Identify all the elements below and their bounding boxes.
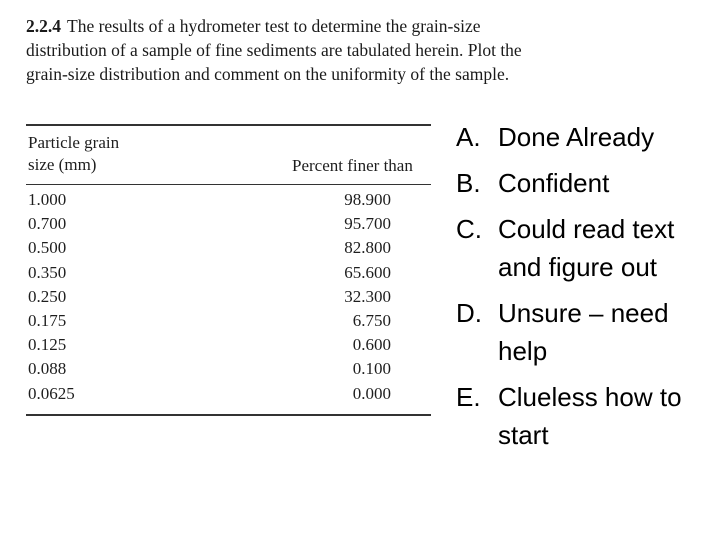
option-d[interactable] <box>456 294 716 370</box>
table-row <box>26 212 391 236</box>
option-text: Clueless how to start <box>498 382 682 450</box>
option-b[interactable] <box>456 164 716 202</box>
header-particle-size <box>28 132 119 176</box>
problem-text: The results of a hydrometer test to determine the grain-size distribution of a sample of fine sediments are tabulated herein. Plot the grain-size distribution and comment on the uniformity of the sample. <box>26 16 522 84</box>
option-text: Unsure – need help <box>498 298 669 366</box>
option-letter: A. <box>456 122 481 152</box>
option-letter: C. <box>456 214 482 244</box>
problem-number: 2.2.4 <box>26 16 61 36</box>
cell-percent: 0.600 <box>352 335 391 355</box>
table-header <box>26 126 434 180</box>
cell-size: 0.125 <box>28 335 67 355</box>
cell-size: 0.088 <box>28 359 67 379</box>
table-row <box>26 261 391 285</box>
table-header-rule <box>26 184 431 185</box>
option-text: Confident <box>498 168 610 198</box>
cell-percent: 95.700 <box>344 214 391 234</box>
cell-percent: 98.900 <box>344 190 391 210</box>
table-row <box>26 333 391 357</box>
data-table <box>26 124 434 416</box>
option-letter: D. <box>456 298 482 328</box>
header-percent-finer: Percent finer than <box>292 156 413 175</box>
option-letter: E. <box>456 382 481 412</box>
option-text: Done Already <box>498 122 655 152</box>
header-particle-size-line1: Particle grain <box>28 133 120 152</box>
cell-percent: 0.100 <box>352 359 391 379</box>
option-a[interactable] <box>456 118 716 156</box>
cell-size: 0.175 <box>28 311 67 331</box>
option-e[interactable] <box>456 378 716 454</box>
table-row <box>26 309 391 333</box>
cell-size: 0.500 <box>28 238 67 258</box>
cell-size: 0.350 <box>28 262 67 282</box>
table-row <box>26 236 391 260</box>
cell-size: 0.250 <box>28 286 67 306</box>
cell-percent: 0.000 <box>352 383 391 403</box>
table-row <box>26 382 391 406</box>
option-letter: B. <box>456 168 481 198</box>
table-row <box>26 357 391 381</box>
cell-percent: 82.800 <box>344 238 391 258</box>
cell-percent: 65.600 <box>344 262 391 282</box>
table-body <box>26 188 391 406</box>
cell-size: 0.0625 <box>28 383 75 403</box>
answer-options <box>456 118 716 462</box>
header-particle-size-line2: size (mm) <box>28 155 97 174</box>
option-c[interactable] <box>456 210 716 286</box>
table-bottom-rule <box>26 414 431 416</box>
cell-size: 0.700 <box>28 214 67 234</box>
cell-percent: 6.750 <box>352 311 391 331</box>
option-text: Could read text and figure out <box>498 214 675 282</box>
cell-percent: 32.300 <box>344 286 391 306</box>
table-row <box>26 188 391 212</box>
table-row <box>26 285 391 309</box>
cell-size: 1.000 <box>28 190 67 210</box>
problem-statement <box>26 14 546 86</box>
